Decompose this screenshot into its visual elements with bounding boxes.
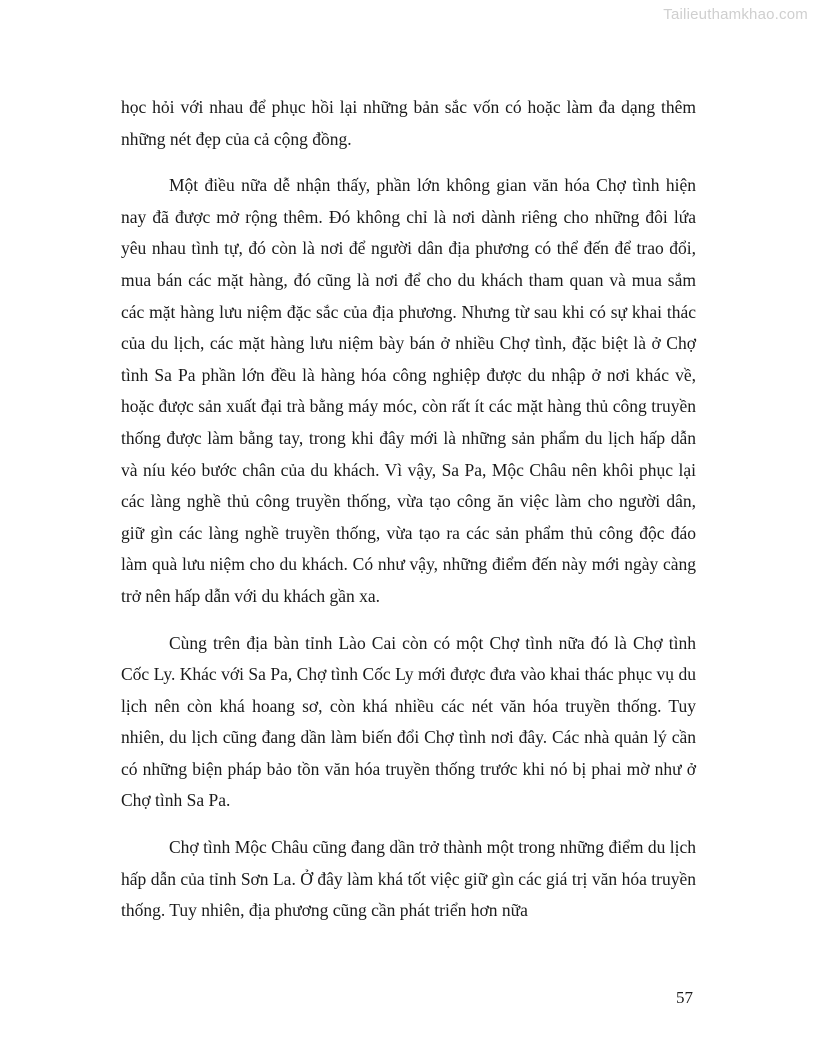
watermark-text: Tailieuthamkhao.com (663, 6, 808, 23)
document-body (121, 92, 696, 942)
paragraph-souvenir-crafts: Một điều nữa dễ nhận thấy, phần lớn không gian văn hóa Chợ tình hiện nay đã được mở rộng thêm. Đó không chỉ là nơi dành riêng cho những đôi lứa yêu nhau tình tự, đó còn là nơi để người dân địa phương có thể đến để trao đổi, mua bán các mặt hàng, đó cũng là nơi để cho du khách tham quan và mua sắm các mặt hàng lưu niệm đặc sắc của địa phương. Nhưng từ sau khi có sự khai thác của du lịch, các mặt hàng lưu niệm bày bán ở nhiều Chợ tình, đặc biệt là ở Chợ tình Sa Pa phần lớn đều là hàng hóa công nghiệp được du nhập ở nơi khác về, hoặc được sản xuất đại trà bằng máy móc, còn rất ít các mặt hàng thủ công truyền thống được làm bằng tay, trong khi đây mới là những sản phẩm du lịch hấp dẫn và níu kéo bước chân của du khách. Vì vậy, Sa Pa, Mộc Châu nên khôi phục lại các làng nghề thủ công truyền thống, vừa tạo công ăn việc làm cho người dân, giữ gìn các làng nghề truyền thống, vừa tạo ra các sản phẩm thủ công độc đáo làm quà lưu niệm cho du khách. Có như vậy, những điểm đến này mới ngày càng trở nên hấp dẫn với du khách gần xa. (121, 175, 696, 606)
paragraph-continuation: học hỏi với nhau để phục hồi lại những bản sắc vốn có hoặc làm đa dạng thêm những nét đẹp của cả cộng đồng. (121, 97, 696, 149)
page-number: 57 (676, 988, 693, 1007)
paragraph-moc-chau-market: Chợ tình Mộc Châu cũng đang dần trở thành một trong những điểm du lịch hấp dẫn của tỉnh Sơn La. Ở đây làm khá tốt việc giữ gìn các giá trị văn hóa truyền thống. Tuy nhiên, địa phương cũng cần phát triển hơn nữa (121, 837, 696, 921)
paragraph-coc-ly-market: Cùng trên địa bàn tỉnh Lào Cai còn có một Chợ tình nữa đó là Chợ tình Cốc Ly. Khác với Sa Pa, Chợ tình Cốc Ly mới được đưa vào khai thác phục vụ du lịch nên còn khá hoang sơ, còn khá nhiều các nét văn hóa truyền thống. Tuy nhiên, du lịch cũng đang dần làm biến đổi Chợ tình nơi đây. Các nhà quản lý cần có những biện pháp bảo tồn văn hóa truyền thống trước khi nó bị phai mờ như ở Chợ tình Sa Pa. (121, 632, 696, 811)
